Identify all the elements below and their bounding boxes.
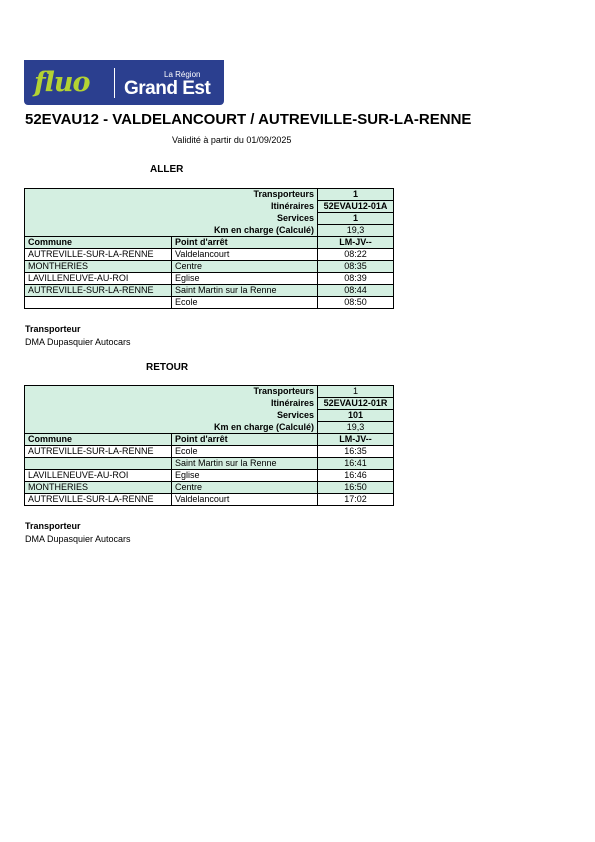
time-cell: 08:44 [318, 285, 394, 297]
commune-cell: MONTHERIES [25, 482, 172, 494]
meta-label: Services [25, 213, 318, 225]
meta-label: Transporteurs [25, 386, 318, 398]
table-row [25, 273, 394, 285]
header-commune: Commune [25, 434, 172, 446]
meta-label: Services [25, 410, 318, 422]
retour-meta-row [25, 422, 394, 434]
header-commune: Commune [25, 237, 172, 249]
time-cell: 17:02 [318, 494, 394, 506]
meta-label: Km en charge (Calculé) [25, 422, 318, 434]
time-cell: 16:50 [318, 482, 394, 494]
aller-header-row [25, 237, 394, 249]
commune-cell [25, 297, 172, 309]
time-cell: 08:22 [318, 249, 394, 261]
commune-cell: AUTREVILLE-SUR-LA-RENNE [25, 249, 172, 261]
commune-cell [25, 458, 172, 470]
time-cell: 08:39 [318, 273, 394, 285]
meta-value: 1 [318, 386, 394, 398]
meta-value: 1 [318, 213, 394, 225]
meta-value: 1 [318, 189, 394, 201]
aller-timetable [24, 188, 394, 309]
retour-transporteur-name: DMA Dupasquier Autocars [25, 534, 131, 544]
validity-date: Validité à partir du 01/09/2025 [172, 135, 292, 145]
logo-grand-est-text: Grand Est [124, 78, 211, 99]
table-row [25, 482, 394, 494]
meta-value: 19,3 [318, 225, 394, 237]
aller-transporteur-label: Transporteur [25, 324, 81, 334]
meta-label: Transporteurs [25, 189, 318, 201]
meta-label: Km en charge (Calculé) [25, 225, 318, 237]
meta-label: Itinéraires [25, 398, 318, 410]
meta-value: 52EVAU12-01R [318, 398, 394, 410]
retour-meta-row [25, 398, 394, 410]
fluo-grand-est-logo [24, 60, 224, 105]
time-cell: 16:41 [318, 458, 394, 470]
point-cell: Ecole [172, 446, 318, 458]
header-days: LM-JV-- [318, 434, 394, 446]
logo-region-text: La Région [164, 70, 201, 79]
commune-cell: AUTREVILLE-SUR-LA-RENNE [25, 446, 172, 458]
table-row [25, 261, 394, 273]
aller-meta-row [25, 189, 394, 201]
retour-meta-row [25, 386, 394, 398]
meta-value: 52EVAU12-01A [318, 201, 394, 213]
commune-cell: LAVILLENEUVE-AU-ROI [25, 470, 172, 482]
time-cell: 08:35 [318, 261, 394, 273]
commune-cell: LAVILLENEUVE-AU-ROI [25, 273, 172, 285]
logo-fluo-text: fluo [34, 67, 90, 98]
page-title: 52EVAU12 - VALDELANCOURT / AUTREVILLE-SUR-LA-RENNE [25, 111, 472, 128]
table-row [25, 285, 394, 297]
table-row [25, 494, 394, 506]
header-days: LM-JV-- [318, 237, 394, 249]
point-cell: Centre [172, 261, 318, 273]
point-cell: Ecole [172, 297, 318, 309]
point-cell: Saint Martin sur la Renne [172, 458, 318, 470]
meta-label: Itinéraires [25, 201, 318, 213]
table-row [25, 249, 394, 261]
commune-cell: AUTREVILLE-SUR-LA-RENNE [25, 494, 172, 506]
point-cell: Valdelancourt [172, 249, 318, 261]
logo-divider [114, 68, 115, 98]
aller-meta-row [25, 225, 394, 237]
table-row [25, 297, 394, 309]
point-cell: Eglise [172, 273, 318, 285]
point-cell: Centre [172, 482, 318, 494]
aller-meta-row [25, 201, 394, 213]
commune-cell: AUTREVILLE-SUR-LA-RENNE [25, 285, 172, 297]
retour-timetable [24, 385, 394, 506]
time-cell: 16:46 [318, 470, 394, 482]
retour-heading: RETOUR [146, 362, 189, 373]
table-row [25, 458, 394, 470]
header-point: Point d'arrêt [172, 237, 318, 249]
time-cell: 08:50 [318, 297, 394, 309]
retour-header-row [25, 434, 394, 446]
table-row [25, 446, 394, 458]
table-row [25, 470, 394, 482]
time-cell: 16:35 [318, 446, 394, 458]
header-point: Point d'arrêt [172, 434, 318, 446]
meta-value: 19,3 [318, 422, 394, 434]
retour-meta-row [25, 410, 394, 422]
aller-transporteur-name: DMA Dupasquier Autocars [25, 337, 131, 347]
point-cell: Saint Martin sur la Renne [172, 285, 318, 297]
retour-transporteur-label: Transporteur [25, 521, 81, 531]
commune-cell: MONTHERIES [25, 261, 172, 273]
point-cell: Valdelancourt [172, 494, 318, 506]
aller-heading: ALLER [150, 164, 184, 175]
meta-value: 101 [318, 410, 394, 422]
point-cell: Eglise [172, 470, 318, 482]
aller-meta-row [25, 213, 394, 225]
